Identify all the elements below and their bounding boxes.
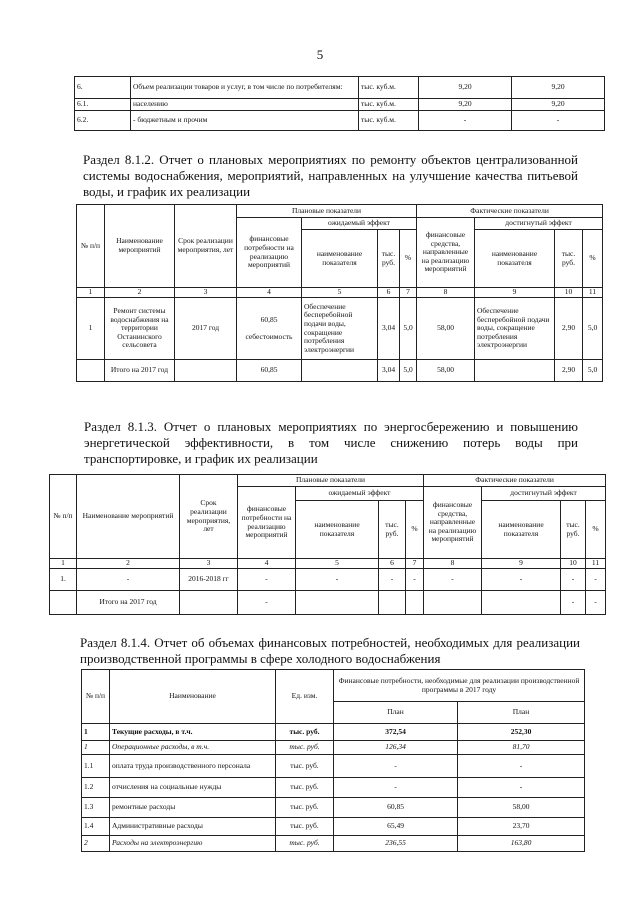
cell: Обеспечение бесперебойной подачи воды, сокращение потребления электроэнергии — [475, 298, 555, 360]
header-thous-rub: тыс. руб. — [561, 501, 586, 559]
cell: 65,49 — [334, 818, 458, 836]
table-row — [82, 818, 585, 836]
cell: 2,90 — [555, 360, 583, 382]
table-row — [77, 298, 603, 360]
header-pct: % — [400, 230, 417, 288]
cell: - — [77, 569, 180, 591]
cell: 163,80 — [458, 836, 585, 852]
cell: 5,0 — [583, 360, 603, 382]
cell: 5,0 — [583, 298, 603, 360]
header-thous-rub: тыс. руб. — [379, 501, 406, 559]
cell: - — [334, 778, 458, 798]
header-name: Наименование — [110, 670, 276, 724]
cell: 372,54 — [334, 724, 458, 741]
cell — [379, 591, 406, 615]
cell — [302, 360, 378, 382]
page-number: 5 — [316, 47, 324, 62]
table-row — [82, 724, 585, 741]
cell: - — [379, 569, 406, 591]
colnum: 9 — [482, 559, 561, 569]
header-num: № п/п — [82, 670, 110, 724]
header-effect-name: наименование показателя — [296, 501, 379, 559]
cell: 2017 год — [175, 298, 237, 360]
header-term: Срок реализации мероприятия, лет — [180, 475, 238, 559]
colnum: 8 — [417, 288, 475, 298]
cell — [296, 591, 379, 615]
cell: 3,04 — [378, 360, 400, 382]
colnum: 9 — [475, 288, 555, 298]
cell: тыс. руб. — [276, 724, 334, 741]
header-fin-spent: финансовые средства, направленные на реализацию мероприятий — [417, 218, 475, 288]
cell — [406, 591, 424, 615]
cell — [237, 298, 302, 360]
cell — [175, 360, 237, 382]
header-term: Срок реализации мероприятия, лет — [175, 205, 237, 288]
colnum: 11 — [586, 559, 606, 569]
table-row — [75, 99, 605, 111]
cell: тыс. руб. — [276, 778, 334, 798]
cell: - — [238, 569, 296, 591]
cell: - — [586, 591, 606, 615]
cell: 6.2. — [75, 111, 131, 131]
cell: 2,90 — [555, 298, 583, 360]
cell: 1 — [82, 741, 110, 755]
cell: - бюджетным и прочим — [131, 111, 359, 131]
cell: 60,85 — [237, 360, 302, 382]
table-row — [82, 741, 585, 755]
colnum: 8 — [424, 559, 482, 569]
cell: 58,00 — [417, 360, 475, 382]
colnum: 3 — [180, 559, 238, 569]
cell — [475, 360, 555, 382]
cell: 1.2 — [82, 778, 110, 798]
cell: тыс. руб. — [276, 798, 334, 818]
cell: 6. — [75, 77, 131, 99]
header-plan: План — [458, 702, 585, 724]
cell: 60,85 — [334, 798, 458, 818]
cell: - — [424, 569, 482, 591]
cell: - — [334, 755, 458, 778]
colnum: 11 — [583, 288, 603, 298]
section-812-title: Раздел 8.1.2. Отчет о плановых мероприятиях по ремонту объектов централизованной системы водоснабжения, мероприятий, направленных на улучшение качества питьевой воды, и график их реализации — [83, 152, 578, 199]
cell: 1.1 — [82, 755, 110, 778]
cell: 1 — [77, 298, 105, 360]
header-num: № п/п — [50, 475, 77, 559]
cell: тыс. руб. — [276, 741, 334, 755]
header-fin: Финансовые потребности, необходимые для реализации производственной программы в 2017 году — [334, 670, 585, 702]
colnum: 4 — [237, 288, 302, 298]
cell: 252,30 — [458, 724, 585, 741]
total-row — [77, 360, 603, 382]
colnum: 5 — [296, 559, 379, 569]
section-814-title: Раздел 8.1.4. Отчет об объемах финансовых потребностей, необходимых для реализации производственной программы в сфере холодного водоснабжения — [80, 635, 580, 666]
cell: - — [238, 591, 296, 615]
colnum: 10 — [561, 559, 586, 569]
header-pct: % — [583, 230, 603, 288]
cell: - — [458, 778, 585, 798]
header-fin-spent: финансовые средства, направленные на реализацию мероприятий — [424, 487, 482, 559]
header-thous-rub: тыс. руб. — [378, 230, 400, 288]
cell: 3,04 — [378, 298, 400, 360]
colnum: 7 — [400, 288, 417, 298]
table-row — [82, 755, 585, 778]
cell: 5,0 — [400, 360, 417, 382]
table-row — [75, 77, 605, 99]
cell: 1.3 — [82, 798, 110, 818]
cell: населению — [131, 99, 359, 111]
header-achieved: достигнутый эффект — [482, 487, 606, 501]
cell: - — [586, 569, 606, 591]
cell: - — [561, 591, 586, 615]
cell: Текущие расходы, в т.ч. — [110, 724, 276, 741]
header-name: Наименование мероприятий — [77, 475, 180, 559]
colnum: 7 — [406, 559, 424, 569]
total-label: Итого на 2017 год — [77, 591, 180, 615]
table-row — [82, 798, 585, 818]
cell: 9,20 — [419, 77, 512, 99]
cell: 2016-2018 гг — [180, 569, 238, 591]
section-813-title: Раздел 8.1.3. Отчет о плановых мероприятиях по энергосбережению и повышению энергетической эффективности, в том числе снижению потерь воды при транспортировке, и график их реализации — [84, 419, 578, 466]
header-effect-name: наименование показателя — [475, 230, 555, 288]
cell: отчисления на социальные нужды — [110, 778, 276, 798]
cell: Административные расходы — [110, 818, 276, 836]
header-effect-name: наименование показателя — [482, 501, 561, 559]
cell: - — [458, 755, 585, 778]
cell — [424, 591, 482, 615]
header-fin-needs: финансовые потребности на реализацию мероприятий — [237, 218, 302, 288]
cell: Операционные расходы, в т.ч. — [110, 741, 276, 755]
cell: 6.1. — [75, 99, 131, 111]
cell: тыс. руб. — [276, 818, 334, 836]
header-fin-needs: финансовые потребности на реализацию мероприятий — [238, 487, 296, 559]
header-effect-name: наименование показателя — [302, 230, 378, 288]
cell — [77, 360, 105, 382]
table-row — [82, 836, 585, 852]
cell: - — [296, 569, 379, 591]
header-name: Наименование мероприятий — [105, 205, 175, 288]
cell: ремонтные расходы — [110, 798, 276, 818]
cell — [50, 591, 77, 615]
cell: 2 — [82, 836, 110, 852]
header-unit: Ед. изм. — [276, 670, 334, 724]
total-row — [50, 591, 606, 615]
table-row — [75, 111, 605, 131]
fin-value: 60,85 — [260, 314, 278, 324]
colnum: 2 — [77, 559, 180, 569]
cell: 236,55 — [334, 836, 458, 852]
column-numbers — [50, 559, 606, 569]
cell: Обеспечение бесперебойной подачи воды, сокращение потребления электроэнергии — [302, 298, 378, 360]
colnum: 5 — [302, 288, 378, 298]
cell: 9,20 — [512, 77, 605, 99]
cell: 9,20 — [419, 99, 512, 111]
cell: 5,0 — [400, 298, 417, 360]
cell: тыс. куб.м. — [359, 111, 419, 131]
header-pct: % — [586, 501, 606, 559]
cell: 126,34 — [334, 741, 458, 755]
cell: 1. — [50, 569, 77, 591]
cell: - — [512, 111, 605, 131]
cell: тыс. руб. — [276, 755, 334, 778]
cell: Объем реализации товаров и услуг, в том числе по потребителям: — [131, 77, 359, 99]
table-814 — [81, 669, 585, 852]
total-label: Итого на 2017 год — [105, 360, 175, 382]
header-expected: ожидаемый эффект — [296, 487, 424, 501]
header-num: № п/п — [77, 205, 105, 288]
cell: 81,70 — [458, 741, 585, 755]
cell: тыс. руб. — [276, 836, 334, 852]
table-row — [50, 569, 606, 591]
colnum: 6 — [378, 288, 400, 298]
cell: - — [406, 569, 424, 591]
cell — [180, 591, 238, 615]
header-plan: План — [334, 702, 458, 724]
cell: 58,00 — [417, 298, 475, 360]
header-actual: Фактические показатели — [417, 205, 603, 218]
cell: 1 — [82, 724, 110, 741]
table-813 — [49, 474, 606, 615]
cell: - — [419, 111, 512, 131]
table-row — [82, 778, 585, 798]
colnum: 2 — [105, 288, 175, 298]
colnum: 10 — [555, 288, 583, 298]
cell: 1.4 — [82, 818, 110, 836]
colnum: 1 — [50, 559, 77, 569]
cell: тыс. куб.м. — [359, 77, 419, 99]
cell: - — [561, 569, 586, 591]
fin-note: себестоимость — [245, 331, 293, 341]
cell — [482, 591, 561, 615]
header-expected: ожидаемый эффект — [302, 218, 417, 230]
cell: оплата труда производственного персонала — [110, 755, 276, 778]
cell: - — [482, 569, 561, 591]
table-812 — [76, 204, 603, 382]
cell: 58,00 — [458, 798, 585, 818]
colnum: 3 — [175, 288, 237, 298]
column-numbers — [77, 288, 603, 298]
cell: 9,20 — [512, 99, 605, 111]
table-volume — [74, 76, 605, 131]
cell: Расходы на электроэнергию — [110, 836, 276, 852]
header-thous-rub: тыс. руб. — [555, 230, 583, 288]
cell: Ремонт системы водоснабжения на территории Останинского сельсовета — [105, 298, 175, 360]
cell: 23,70 — [458, 818, 585, 836]
colnum: 6 — [379, 559, 406, 569]
header-planned: Плановые показатели — [238, 475, 424, 487]
colnum: 1 — [77, 288, 105, 298]
colnum: 4 — [238, 559, 296, 569]
cell: тыс. куб.м. — [359, 99, 419, 111]
header-actual: Фактические показатели — [424, 475, 606, 487]
header-pct: % — [406, 501, 424, 559]
header-planned: Плановые показатели — [237, 205, 417, 218]
header-achieved: достигнутый эффект — [475, 218, 603, 230]
